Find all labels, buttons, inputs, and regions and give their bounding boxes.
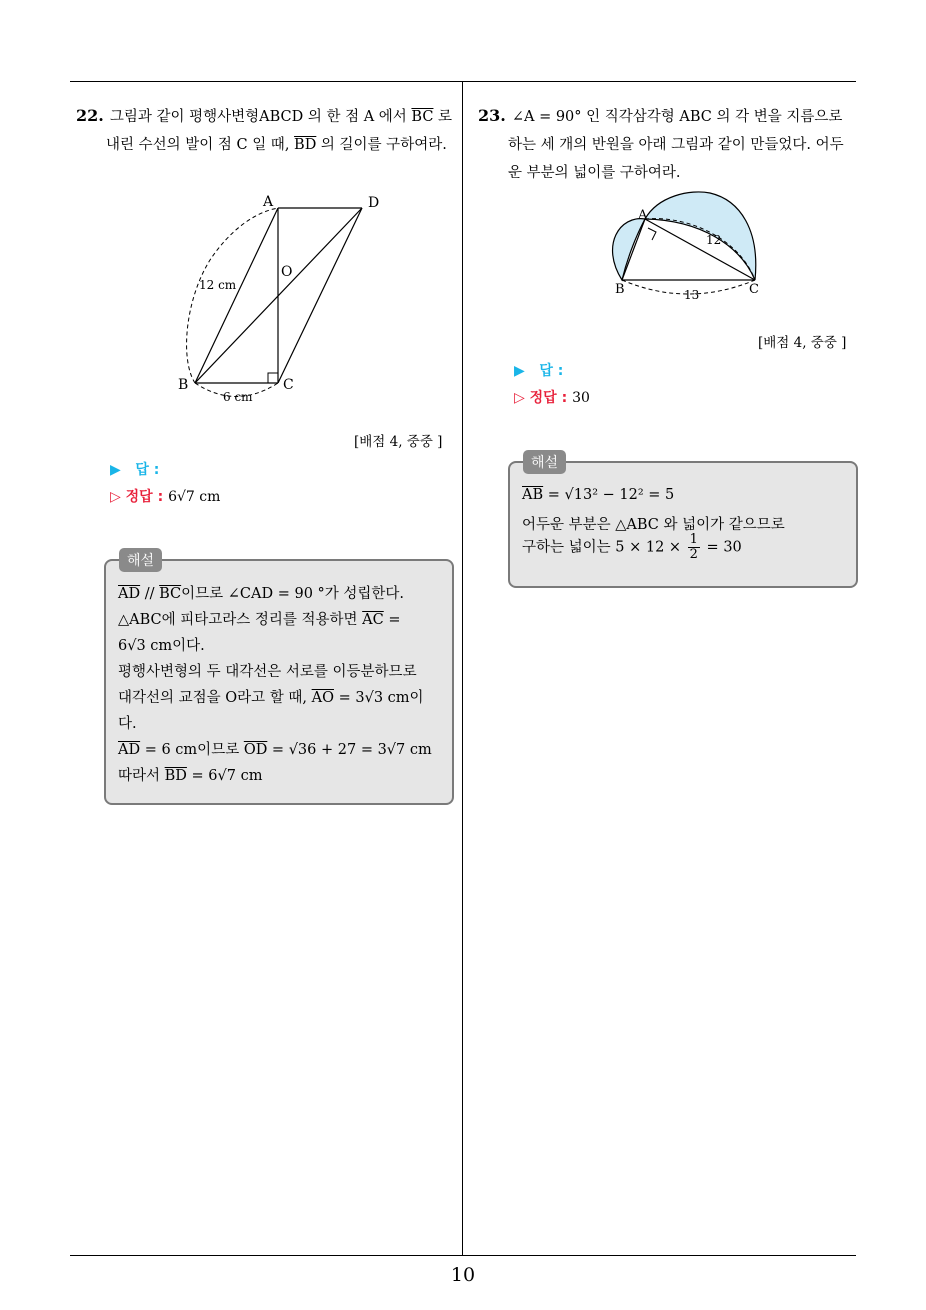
play-outline-icon: ▷ (110, 489, 121, 505)
q22-sol-line6: 다. (118, 716, 137, 732)
q23-semicircles-figure (598, 188, 768, 306)
q22-correct-line: ▷ 정답 : 6√7 cm (110, 489, 221, 505)
q22-label-a: A (263, 194, 274, 210)
q23-answer-line: ▶ 답 : (514, 363, 564, 379)
q23-number: 23. (478, 106, 506, 125)
q22-sol-line3: 6√3 cm이다. (118, 638, 205, 654)
q23-label-a: A (638, 208, 648, 223)
play-icon: ▶ (514, 363, 525, 379)
q22-label-b: B (178, 377, 189, 393)
q22-length-ab: 12 cm (199, 278, 237, 292)
q23-length-ac: 12 (706, 233, 722, 247)
q22-sol-line8: 따라서 $\overline{BD} = 6√7$ cm (118, 768, 263, 784)
q23-text: 23. ∠A = 90° 인 직각삼각형 ABC 의 각 변을 지름으로 하는 세 개의 반원을 아래 그림과 같이 만들었다. 어두 운 부분의 넓이를 구하여라. (478, 106, 844, 181)
q22-length-bc: 6 cm (223, 390, 253, 404)
q22-text: 22. 그림과 같이 평행사변형ABCD 의 한 점 A 에서 $\overline{BC}$ 로 내린 수선의 발이 점 C 일 때, $\overline{BD}$ 의 길이를 구하여라. (76, 106, 453, 153)
q22-label-o: O (281, 264, 293, 280)
q22-score: [배점 4, 중중 ] (354, 434, 443, 450)
q23-sol-line2: 어두운 부분은 △ABC 와 넓이가 같으므로 (522, 517, 785, 533)
q22-solution-tag: 해설 (119, 548, 162, 572)
play-outline-icon: ▷ (514, 390, 525, 406)
q23-length-bc: 13 (684, 288, 700, 302)
q22-sol-line2: △ABC에 피타고라스 정리를 적용하면 $\overline{AC}$ = (118, 612, 401, 628)
q22-sol-line4: 평행사변형의 두 대각선은 서로를 이등분하므로 (118, 664, 417, 680)
q22-label-d: D (368, 195, 380, 211)
q23-correct-line: ▷ 정답 : 30 (514, 390, 590, 406)
q22-label-c: C (283, 377, 294, 393)
bottom-rule (70, 1255, 856, 1256)
q22-number: 22. (76, 106, 104, 125)
q22-sol-line1: $\overline{AD} // \overline{BC}$이므로 ∠CAD = 90 °가 성립한다. (118, 586, 405, 602)
column-divider (462, 81, 463, 1256)
q22-parallelogram-figure (170, 185, 400, 410)
q22-correct-value: 6√7 cm (168, 489, 221, 505)
q23-label-c: C (749, 282, 759, 297)
play-icon: ▶ (110, 462, 121, 478)
q23-sol-line3: 구하는 넓이는 5 × 12 × $\frac{1}{2}$ = 30 (522, 532, 742, 562)
fraction: $\frac{1}{2}$ (689, 532, 698, 562)
q23-score: [배점 4, 중중 ] (758, 335, 847, 351)
q23-correct-value: 30 (572, 390, 590, 406)
q23-solution-tag: 해설 (523, 450, 566, 474)
q22-answer-line: ▶ 답 : (110, 462, 160, 478)
q23-sol-line1: $\overline{AB} = √13^2 - 12^2 = 5$ (522, 487, 675, 503)
q23-label-b: B (615, 282, 625, 297)
top-rule (70, 81, 856, 82)
page-number: 10 (450, 1264, 476, 1286)
q22-sol-line5: 대각선의 교점을 O라고 할 때, $\overline{AO} = 3√3$ cm이 (118, 690, 424, 706)
q22-sol-line7: $\overline{AD} = 6$ cm이므로 $\overline{OD} = √36 + 27 = 3√7$ cm (118, 742, 432, 758)
